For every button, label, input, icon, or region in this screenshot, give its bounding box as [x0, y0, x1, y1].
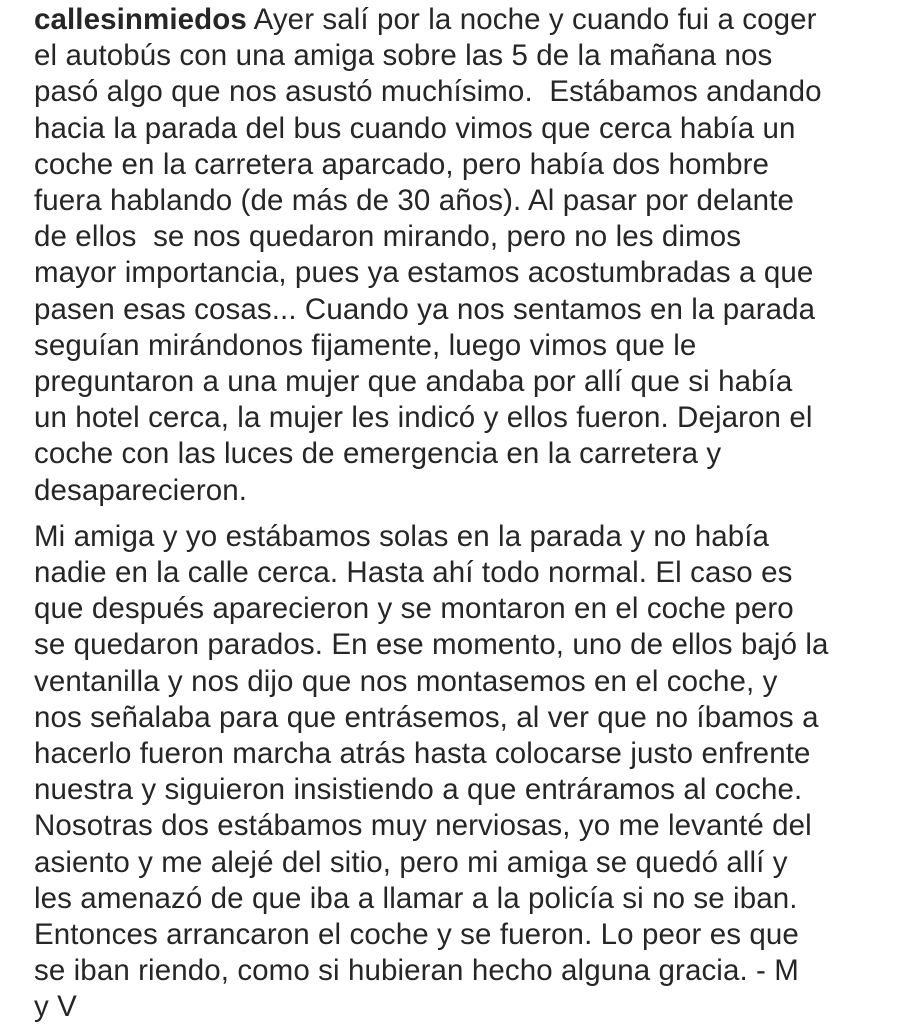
caption-line: fuera hablando (de más de 30 años). Al pasar por delante — [34, 184, 794, 218]
paragraph-gap — [34, 509, 894, 519]
caption-line: un hotel cerca, la mujer les indicó y ellos fueron. Dejaron el — [34, 401, 813, 435]
caption-line: se iban riendo, como si hubieran hecho alguna gracia. - M — [34, 954, 799, 988]
caption-line: coche con las luces de emergencia en la carretera y — [34, 437, 722, 471]
caption-line: nuestra y siguieron insistiendo a que entráramos al coche. — [34, 773, 803, 807]
caption-line: coche en la carretera aparcado, pero había dos hombre — [34, 147, 770, 181]
caption-line: nos señalaba para que entrásemos, al ver que no íbamos a — [34, 700, 819, 734]
caption-line: hacia la parada del bus cuando vimos que cerca había un — [34, 111, 796, 145]
caption-line: Mi amiga y yo estábamos solas en la parada y no había — [34, 519, 770, 553]
caption-line: pasó algo que nos asustó muchísimo. Estábamos andando — [34, 75, 822, 109]
caption-line: nadie en la calle cerca. Hasta ahí todo normal. El caso es — [34, 556, 793, 590]
caption-line: asiento y me alejé del sitio, pero mi amiga se quedó allí y — [34, 845, 788, 879]
username-link[interactable]: callesinmiedos — [34, 3, 247, 36]
caption-line: que después aparecieron y se montaron en el coche pero — [34, 592, 794, 626]
caption-line: y V — [34, 990, 77, 1024]
caption-line: preguntaron a una mujer que andaba por allí que si había — [34, 365, 793, 399]
caption-line: hacerlo fueron marcha atrás hasta colocarse justo enfrente — [34, 737, 811, 771]
caption-line: desaparecieron. — [34, 473, 248, 507]
caption-line: seguían mirándonos fijamente, luego vimos que le — [34, 328, 697, 362]
caption-line — [34, 2, 894, 38]
caption-line: ventanilla y nos dijo que nos montasemos en el coche, y — [34, 664, 778, 698]
post-caption — [34, 2, 894, 1026]
caption-line: de ellos se nos quedaron mirando, pero no les dimos — [34, 220, 742, 254]
caption-line: Entonces arrancaron el coche y se fueron. Lo peor es que — [34, 918, 799, 952]
caption-line: el autobús con una amiga sobre las 5 de la mañana nos — [34, 39, 773, 73]
caption-line: les amenazó de que iba a llamar a la policía si no se iban. — [34, 881, 798, 915]
caption-line: se quedaron parados. En ese momento, uno de ellos bajó la — [34, 628, 829, 662]
caption-text: Ayer salí por la noche y cuando fui a coger — [246, 3, 817, 36]
caption-line: pasen esas cosas... Cuando ya nos sentamos en la parada — [34, 292, 816, 326]
caption-line: Nosotras dos estábamos muy nerviosas, yo me levanté del — [34, 809, 812, 843]
caption-line: mayor importancia, pues ya estamos acostumbradas a que — [34, 256, 814, 290]
